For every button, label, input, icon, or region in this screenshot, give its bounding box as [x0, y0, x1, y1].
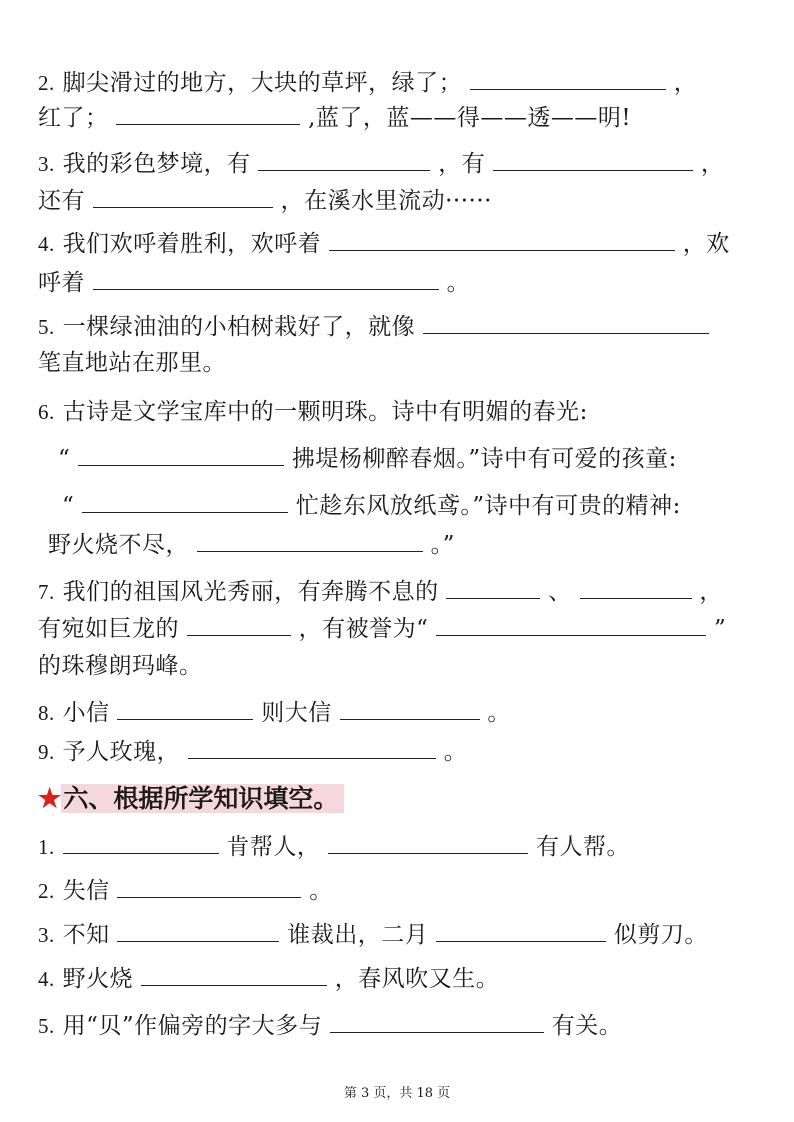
question-number: 4.: [38, 232, 55, 256]
question-6-line-3: [62, 491, 681, 521]
question-number: 7.: [38, 580, 55, 604]
question-text: 有人帮。: [536, 834, 630, 860]
open-quote: “: [58, 446, 71, 472]
answer-blank[interactable]: [78, 445, 284, 466]
answer-blank[interactable]: [329, 230, 675, 251]
question-text: 我们欢呼着胜利，欢呼着: [62, 231, 322, 257]
question-text: ，在溪水里流动······: [280, 188, 492, 214]
question-text: ，春风吹又生。: [334, 966, 500, 992]
open-quote: “: [62, 493, 75, 519]
question-text: 小信: [62, 700, 110, 726]
question-2-line-1: [38, 68, 697, 98]
question-6-line-2: [58, 444, 677, 474]
question-text: ，有: [438, 151, 486, 177]
section-question-5: [38, 1011, 622, 1041]
answer-blank[interactable]: [328, 833, 528, 854]
question-4-line-2: [38, 268, 470, 298]
question-text: 脚尖滑过的地方，大块的草坪，绿了；: [62, 70, 463, 96]
question-text: 失信: [62, 878, 110, 904]
question-text: 。: [446, 270, 471, 296]
question-number: 2.: [38, 71, 55, 95]
answer-blank[interactable]: [340, 699, 480, 720]
question-9-line: [38, 737, 467, 767]
question-text: 予人玫瑰，: [62, 739, 181, 765]
question-text: ”: [714, 616, 727, 642]
star-icon: ★: [38, 784, 62, 814]
question-text: ，: [699, 579, 723, 605]
question-text: 用“贝”作偏旁的字大多与: [62, 1013, 323, 1039]
question-text: 。: [487, 700, 511, 726]
question-5-line-2: [38, 348, 226, 378]
question-5-line-1: [38, 312, 709, 342]
question-text: ，有被誉为“: [298, 616, 429, 642]
answer-blank[interactable]: [423, 313, 709, 334]
answer-blank[interactable]: [197, 531, 423, 552]
question-number: 6.: [38, 400, 55, 424]
section-question-1: [38, 832, 630, 862]
question-number: 4.: [38, 967, 55, 991]
question-7-line-1: [38, 577, 723, 607]
question-text: 古诗是文学宝库中的一颗明珠。诗中有明媚的春光:: [62, 399, 588, 425]
question-7-line-3: [38, 651, 203, 681]
question-text: 。: [443, 739, 468, 765]
question-text: 我们的祖国风光秀丽，有奔腾不息的: [62, 579, 439, 605]
question-6-line-1: [38, 397, 588, 427]
question-text: 有关。: [551, 1013, 623, 1039]
question-3-line-2: [38, 186, 492, 216]
question-text: 呼着: [38, 270, 85, 296]
answer-blank[interactable]: [258, 150, 430, 171]
question-text: 不知: [62, 922, 110, 948]
question-text: 。: [309, 878, 333, 904]
question-text: 忙趁东风放纸鸢。”诗中有可贵的精神:: [295, 493, 681, 519]
section-question-3: [38, 920, 708, 950]
question-text: 笔直地站在那里。: [38, 350, 226, 376]
answer-blank[interactable]: [436, 921, 606, 942]
answer-blank[interactable]: [580, 578, 692, 599]
question-number: 1.: [38, 835, 55, 859]
answer-blank[interactable]: [93, 269, 439, 290]
question-text: 我的彩色梦境，有: [62, 151, 251, 177]
question-text: 的珠穆朗玛峰。: [38, 653, 203, 679]
answer-blank[interactable]: [93, 187, 273, 208]
answer-blank[interactable]: [470, 69, 666, 90]
question-text: 肯帮人，: [226, 834, 321, 860]
question-number: 8.: [38, 701, 55, 725]
question-text: 有宛如巨龙的: [38, 616, 179, 642]
page-footer: 第 3 页，共 18 页: [343, 1086, 451, 1101]
question-7-line-2: [38, 614, 726, 644]
answer-blank[interactable]: [82, 492, 288, 513]
question-3-line-1: [38, 149, 724, 179]
question-8-line: [38, 698, 511, 728]
question-text: 红了；: [38, 105, 109, 131]
question-2-line-2: [38, 103, 631, 133]
question-text: 野火烧不尽，: [48, 532, 189, 558]
question-text: 一棵绿油油的小柏树栽好了，就像: [62, 314, 416, 340]
question-number: 3.: [38, 923, 55, 947]
answer-blank[interactable]: [116, 104, 300, 125]
answer-blank[interactable]: [117, 877, 301, 898]
question-text: 。”: [430, 532, 455, 558]
question-number: 9.: [38, 740, 55, 764]
answer-blank[interactable]: [493, 150, 693, 171]
answer-blank[interactable]: [141, 965, 327, 986]
question-text: ，欢: [682, 231, 730, 257]
answer-blank[interactable]: [117, 921, 279, 942]
question-text: ，: [673, 70, 698, 96]
question-text: 则大信: [261, 700, 332, 726]
question-text: 还有: [38, 188, 85, 214]
answer-blank[interactable]: [436, 615, 706, 636]
question-6-line-4: [48, 530, 455, 560]
question-text: 谁裁出，二月: [287, 922, 429, 948]
answer-blank[interactable]: [187, 615, 291, 636]
question-text: 、: [548, 579, 572, 605]
question-4-line-1: [38, 229, 730, 259]
question-number: 5.: [38, 315, 55, 339]
question-text: 似剪刀。: [613, 922, 708, 948]
question-text: ，: [700, 151, 725, 177]
question-number: 5.: [38, 1014, 55, 1038]
section-heading: [38, 782, 344, 816]
question-number: 2.: [38, 879, 55, 903]
section-title: 六、根据所学知识填空。: [61, 784, 344, 813]
answer-blank[interactable]: [117, 699, 253, 720]
question-text: 野火烧: [62, 966, 134, 992]
question-number: 3.: [38, 152, 55, 176]
question-text: ,蓝了，蓝——得——透——明!: [308, 105, 632, 131]
answer-blank[interactable]: [63, 833, 219, 854]
question-text: 拂堤杨柳醉春烟。”诗中有可爱的孩童:: [291, 446, 677, 472]
answer-blank[interactable]: [446, 578, 540, 599]
section-question-2: [38, 876, 333, 906]
section-question-4: [38, 964, 499, 994]
answer-blank[interactable]: [330, 1012, 544, 1033]
answer-blank[interactable]: [188, 738, 436, 759]
